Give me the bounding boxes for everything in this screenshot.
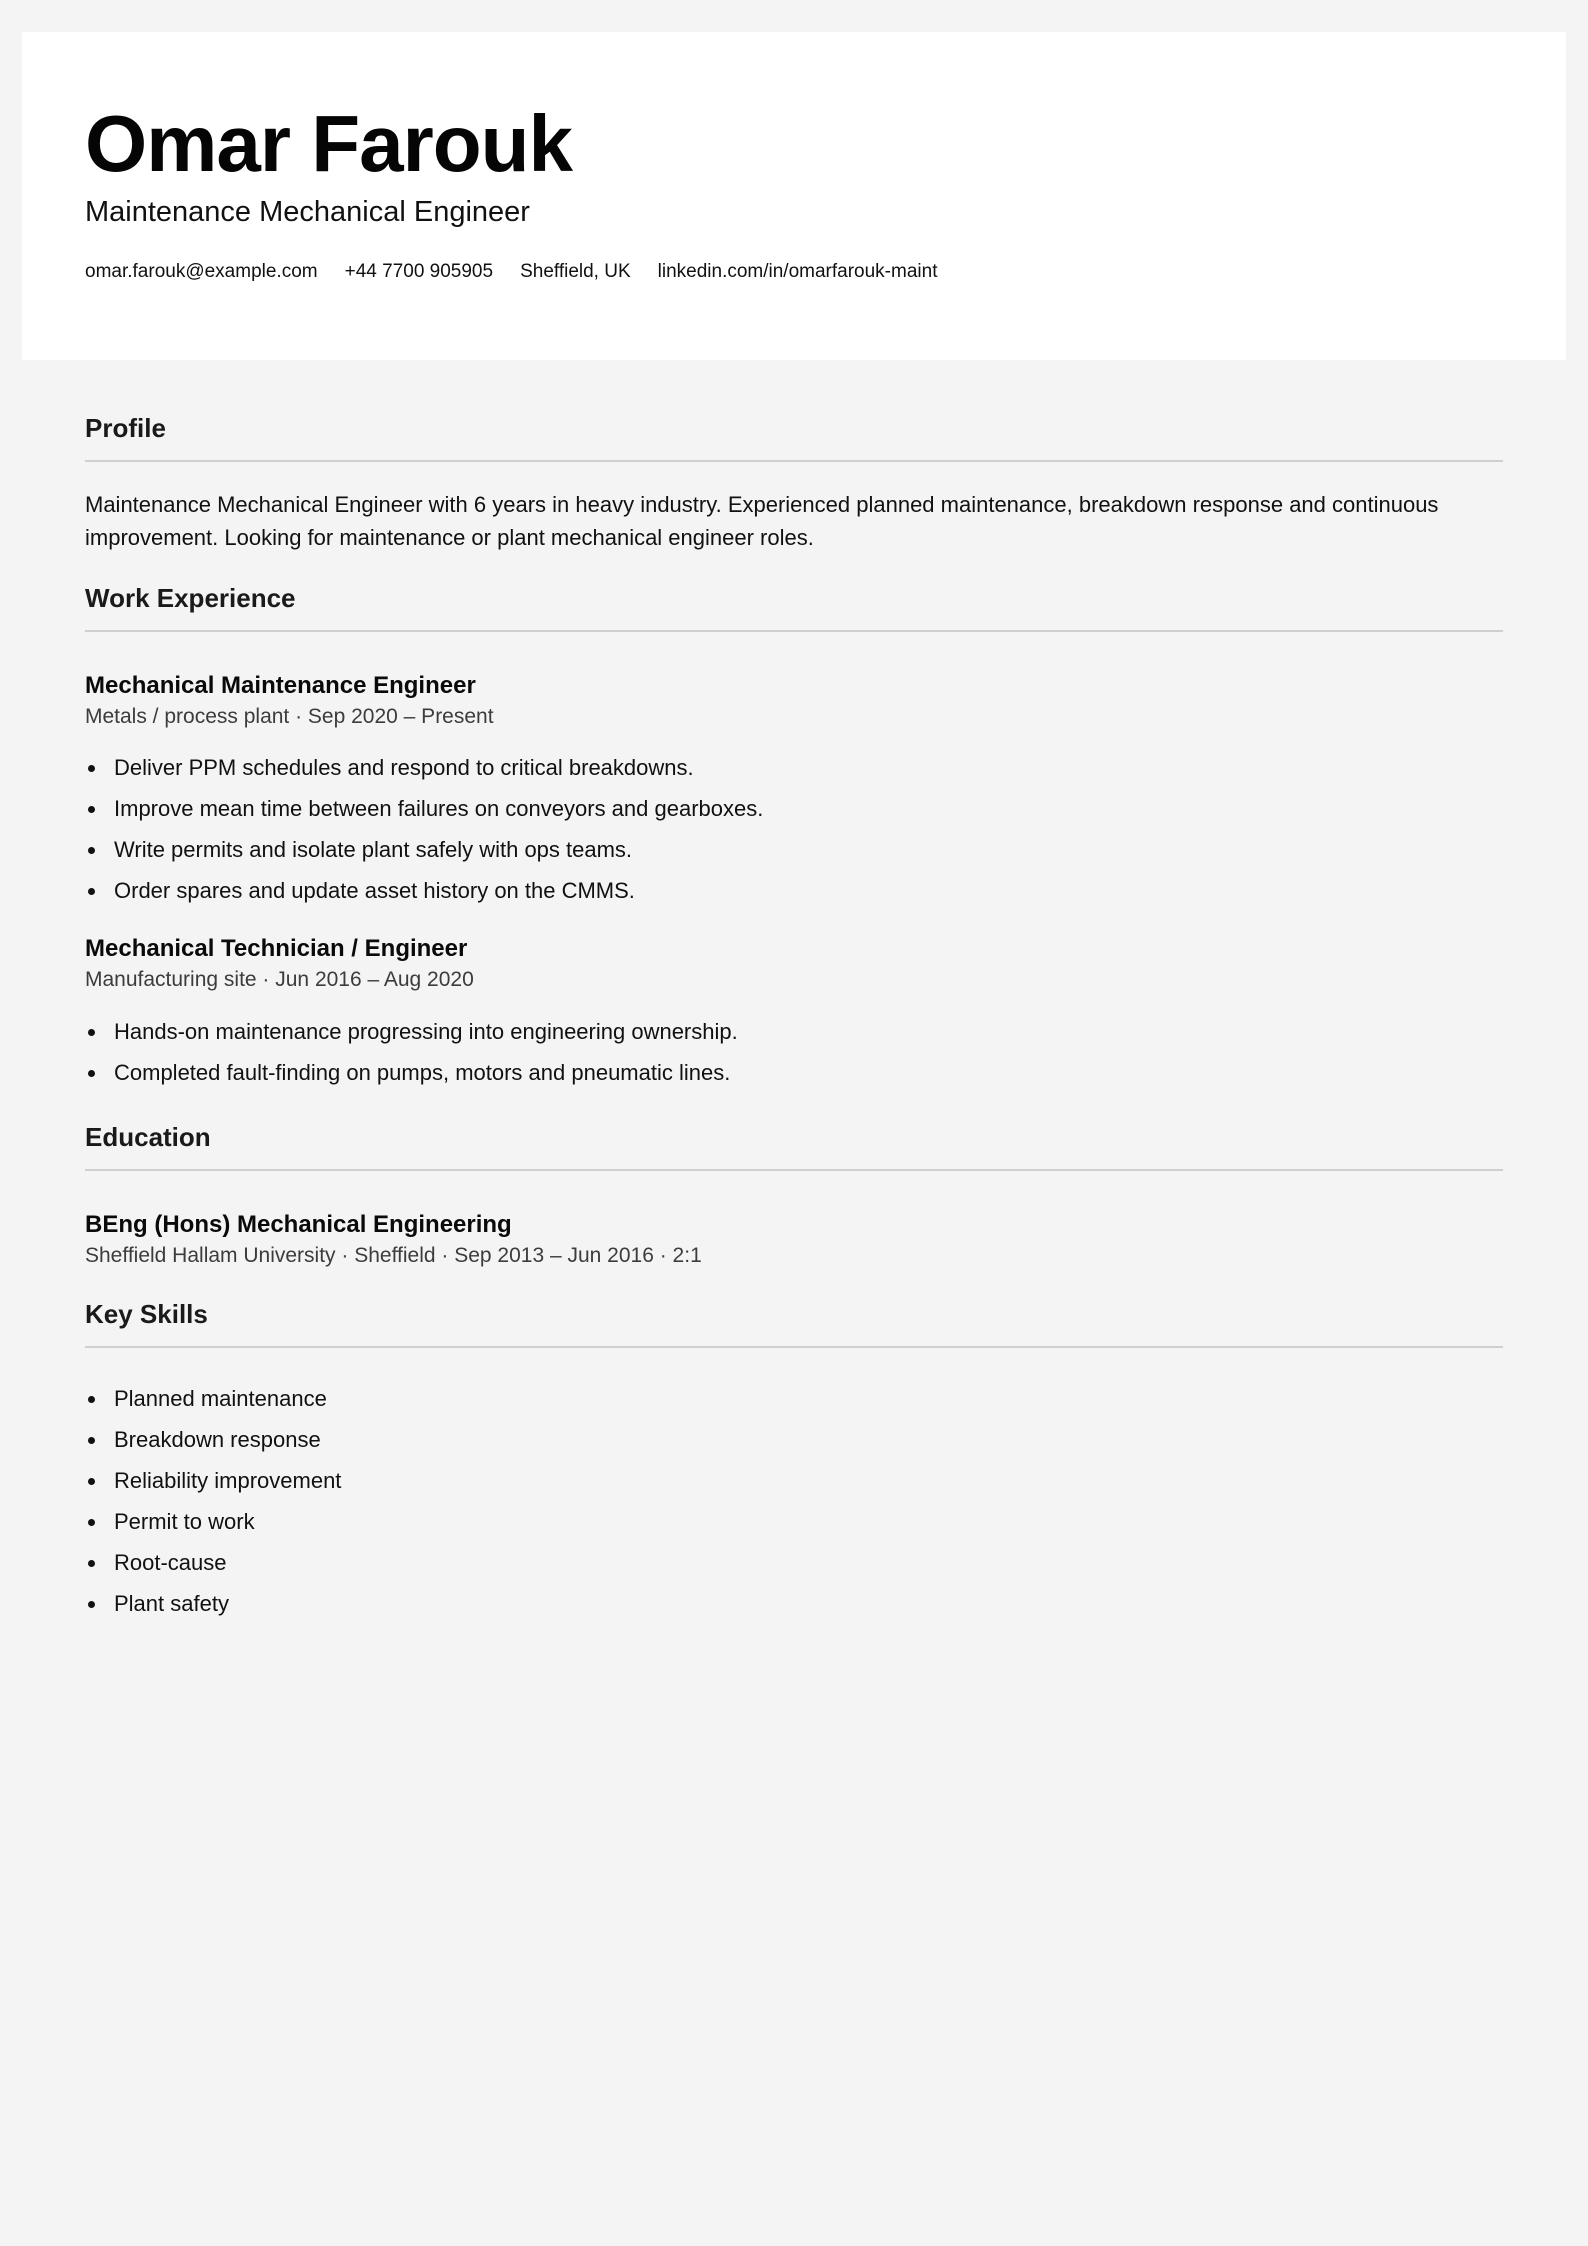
education-entry: [85, 1209, 1503, 1271]
education-heading: Education: [85, 1121, 1503, 1171]
list-item: Write permits and isolate plant safely with ops teams.: [85, 829, 1503, 870]
list-item: Reliability improvement: [85, 1460, 1503, 1501]
profile-summary: Maintenance Mechanical Engineer with 6 years in heavy industry. Experienced planned maintenance, breakdown response and continuous improvement. Looking for maintenance or plant mechanical engineer roles.: [85, 491, 1439, 550]
resume-header: [22, 32, 1566, 360]
contact-email: omar.farouk@example.com: [85, 261, 318, 282]
contact-location: Sheffield, UK: [520, 261, 631, 282]
job-bullets: [85, 747, 1503, 911]
job-bullets: [85, 1011, 1503, 1093]
experience-section: [85, 582, 1503, 1093]
candidate-name: Omar Farouk: [85, 99, 572, 188]
experience-heading: Work Experience: [85, 582, 1503, 632]
list-item: Permit to work: [85, 1501, 1503, 1542]
list-item: Completed fault-finding on pumps, motors and pneumatic lines.: [85, 1052, 1503, 1093]
list-item: Hands-on maintenance progressing into engineering ownership.: [85, 1011, 1503, 1052]
profile-section: [85, 412, 1503, 554]
skills-section: [85, 1298, 1503, 1624]
list-item: Order spares and update asset history on the CMMS.: [85, 870, 1503, 911]
job-entry: [85, 933, 1503, 1093]
job-meta: Manufacturing site · Jun 2016 – Aug 2020: [85, 968, 474, 992]
job-entry: [85, 670, 1503, 912]
profile-heading: Profile: [85, 412, 1503, 462]
job-title: Mechanical Technician / Engineer: [85, 935, 468, 963]
skills-heading: Key Skills: [85, 1298, 1503, 1348]
education-section: [85, 1121, 1503, 1270]
job-title: Mechanical Maintenance Engineer: [85, 671, 476, 699]
list-item: Root-cause: [85, 1542, 1503, 1583]
education-meta: Sheffield Hallam University · Sheffield · Sep 2013 – Jun 2016 · 2:1: [85, 1243, 702, 1267]
list-item: Deliver PPM schedules and respond to critical breakdowns.: [85, 747, 1503, 788]
list-item: Plant safety: [85, 1583, 1503, 1624]
list-item: Planned maintenance: [85, 1378, 1503, 1419]
job-meta: Metals / process plant · Sep 2020 – Present: [85, 704, 494, 728]
resume-body: [85, 412, 1503, 1624]
list-item: Breakdown response: [85, 1419, 1503, 1460]
contact-phone: +44 7700 905905: [344, 261, 494, 282]
degree-title: BEng (Hons) Mechanical Engineering: [85, 1210, 512, 1238]
list-item: Improve mean time between failures on conveyors and gearboxes.: [85, 788, 1503, 829]
candidate-title: Maintenance Mechanical Engineer: [85, 196, 530, 228]
skills-list: [85, 1378, 1503, 1624]
contact-list: [85, 260, 937, 285]
contact-linkedin: linkedin.com/in/omarfarouk-maint: [657, 261, 938, 282]
